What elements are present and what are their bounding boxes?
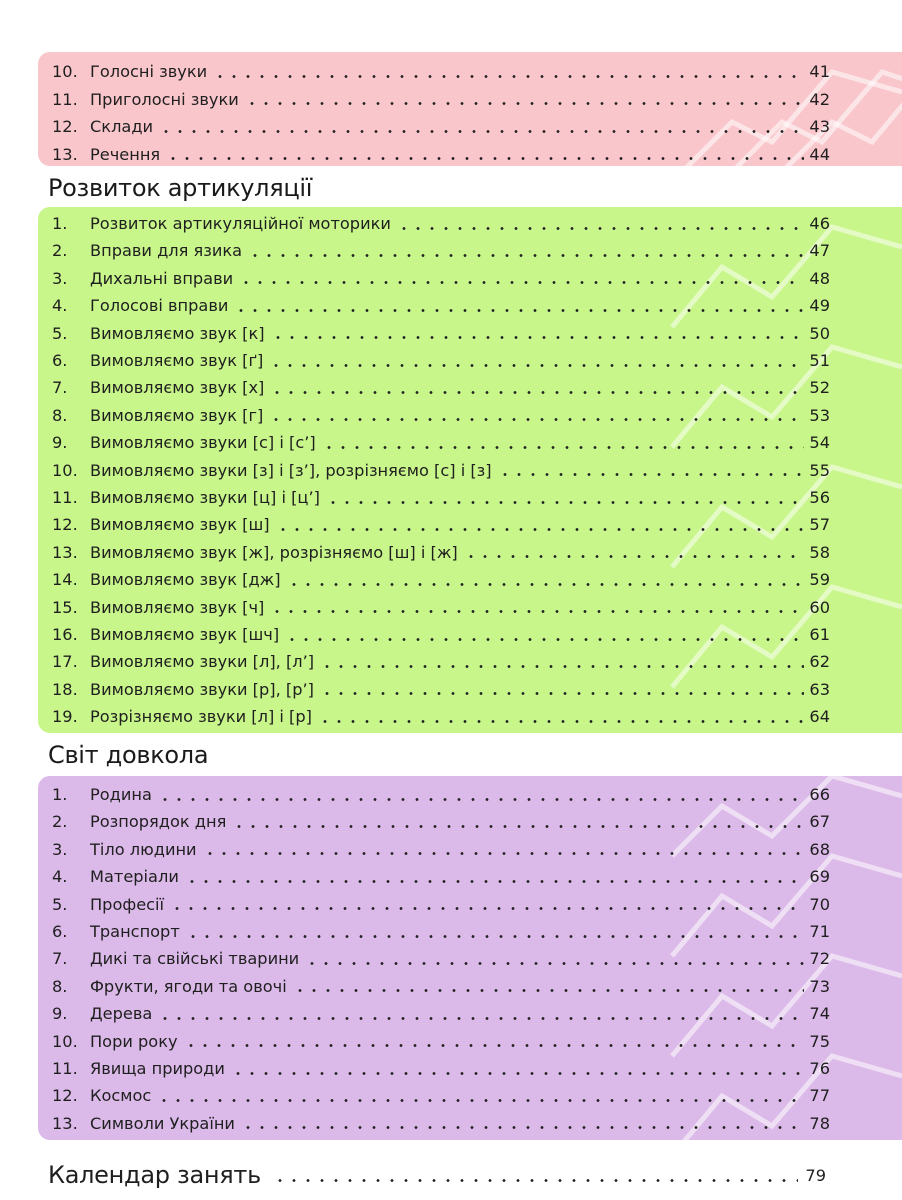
dot-leader [184,1044,804,1047]
entry-number: 5. [52,894,68,914]
entry-number: 7. [52,949,68,969]
entry-number: 6. [52,351,68,370]
articulation-panel [38,207,902,733]
toc-entry[interactable] [52,321,830,347]
toc-entry[interactable] [52,512,830,538]
entry-page-number: 75 [809,1031,830,1051]
entry-number: 11. [52,1059,78,1078]
dot-leader [318,720,804,723]
toc-entry[interactable] [52,142,830,167]
dot-leader [185,880,804,883]
toc-entry[interactable] [52,622,830,648]
section-title-world: Світ довкола [48,741,209,769]
entry-title: Професії [90,894,165,914]
entry-page-number: 52 [809,378,830,398]
toc-entry[interactable] [52,211,830,237]
entry-page-number: 51 [809,351,830,370]
toc-entry[interactable] [52,946,830,972]
dot-leader [248,254,804,257]
entry-number: 18. [52,679,78,699]
entry-number: 10. [52,62,78,81]
dot-leader [320,665,804,668]
entry-title: Явища природи [90,1059,225,1078]
entry-title: Приголосні звуки [90,89,239,109]
dot-leader [293,989,804,992]
dot-leader [203,852,804,855]
entry-number: 1. [52,214,68,233]
entry-title: Голосні звуки [90,62,208,81]
toc-entry[interactable] [52,59,830,85]
dot-leader [269,418,804,421]
toc-entry[interactable] [52,348,830,374]
entry-page-number: 60 [809,597,830,617]
dot-leader [287,583,804,586]
dot-leader [158,1017,804,1020]
entry-page-number: 61 [809,625,830,644]
toc-entry[interactable] [52,540,830,566]
entry-number: 2. [52,241,68,261]
toc-entry[interactable] [52,704,830,730]
entry-page-number: 46 [809,214,830,233]
toc-entry[interactable] [52,1001,830,1027]
entry-page-number: 62 [809,652,830,672]
dot-leader [270,391,804,394]
entry-number: 15. [52,597,78,617]
entry-title: Вправи для язика [90,241,243,261]
toc-entry[interactable] [52,837,830,863]
dot-leader [170,907,804,910]
entry-page-number: 50 [809,323,830,343]
entry-number: 10. [52,1031,78,1051]
entry-page-number: 64 [809,707,830,727]
entry-title: Матеріали [90,867,179,887]
entry-title: Розрізняємо звуки [л] і [р] [90,707,312,727]
toc-entry[interactable] [52,782,830,808]
dot-leader [270,610,804,613]
dot-leader [186,935,804,938]
entry-title: Склади [90,117,154,136]
entry-number: 4. [52,296,68,316]
dot-leader [234,309,804,312]
entry-number: 3. [52,268,68,288]
entry-number: 1. [52,785,68,804]
dot-leader [232,825,804,828]
section-title-articulation: Розвиток артикуляції [48,174,313,202]
entry-title: Вимовляємо звук [х] [90,378,265,398]
dot-leader [305,962,804,965]
sounds-panel [38,52,902,166]
dot-leader [326,501,804,504]
dot-leader [397,227,804,230]
entry-number: 11. [52,488,78,507]
entry-number: 13. [52,542,78,562]
entry-page-number: 53 [809,405,830,425]
toc-entry[interactable] [52,567,830,593]
dot-leader [273,1179,798,1182]
entry-title: Вимовляємо звук [дж] [90,570,281,590]
entry-page-number: 57 [809,515,830,535]
toc-entry[interactable] [52,485,830,511]
entry-title: Вимовляємо звуки [ц] і [ц’] [90,488,320,507]
entry-page-number: 71 [809,922,830,941]
entry-page-number: 55 [809,460,830,480]
entry-number: 9. [52,1004,68,1024]
entry-page-number: 68 [809,839,830,859]
dot-leader [241,1126,804,1129]
entry-title: Розвиток артикуляційної моторики [90,214,391,233]
toc-entry[interactable] [52,919,830,945]
entry-page-number: 42 [809,89,830,109]
entry-number: 4. [52,867,68,887]
toc-entry[interactable] [52,114,830,140]
toc-entry[interactable] [52,266,830,292]
entry-title: Космос [90,1086,152,1106]
dot-leader [322,446,804,449]
dot-leader [157,1099,804,1102]
toc-entry[interactable] [52,293,830,319]
entry-title: Вимовляємо звук [ґ] [90,351,264,370]
toc-entry[interactable] [52,1056,830,1082]
world-panel [38,776,902,1140]
dot-leader [320,692,804,695]
entry-number: 16. [52,625,78,644]
dot-leader [166,157,804,160]
dot-leader [231,1072,804,1075]
entry-title: Вимовляємо звук [к] [90,323,265,343]
toc-entry[interactable] [52,403,830,429]
entry-title: Вимовляємо звук [ш] [90,515,270,535]
toc-entry[interactable] [52,1111,830,1137]
entry-page-number: 41 [809,62,830,81]
entry-page-number: 72 [809,949,830,969]
entry-title: Фрукти, ягоди та овочі [90,976,287,996]
toc-entry[interactable] [52,595,830,621]
entry-page-number: 48 [809,268,830,288]
toc-entry[interactable] [52,864,830,890]
toc-entry[interactable] [52,809,830,835]
entry-number: 3. [52,839,68,859]
dot-leader [285,638,804,641]
entry-title: Тіло людини [90,839,197,859]
entry-title: Дерева [90,1004,153,1024]
entry-number: 14. [52,570,78,590]
entry-title: Вимовляємо звук [шч] [90,625,280,644]
entry-page-number: 73 [809,976,830,996]
dot-leader [213,75,804,78]
entry-number: 13. [52,1113,78,1133]
entry-page-number: 44 [809,144,830,164]
dot-leader [158,798,804,801]
dot-leader [245,102,804,105]
entry-page-number: 59 [809,570,830,590]
toc-entry[interactable] [52,375,830,401]
entry-number: 12. [52,515,78,535]
toc-entry[interactable] [52,677,830,703]
entry-page-number: 49 [809,296,830,316]
entry-page-number: 76 [809,1059,830,1078]
entry-title: Пори року [90,1031,178,1051]
toc-entry[interactable] [52,87,830,113]
entry-page-number: 78 [809,1113,830,1133]
entry-title: Вимовляємо звуки [с] і [с’] [90,433,316,453]
entry-page-number: 66 [809,785,830,804]
entry-title: Дихальні вправи [90,268,234,288]
dot-leader [276,528,804,531]
entry-number: 7. [52,378,68,398]
toc-entry[interactable] [52,1083,830,1109]
entry-page-number: 58 [809,542,830,562]
toc-entry[interactable] [52,430,830,456]
entry-title: Вимовляємо звук [ч] [90,597,265,617]
entry-title: Родина [90,785,152,804]
entry-title: Транспорт [90,922,180,941]
dot-leader [498,473,804,476]
dot-leader [269,364,804,367]
entry-page-number: 54 [809,433,830,453]
toc-entry[interactable] [52,892,830,918]
entry-number: 5. [52,323,68,343]
dot-leader [271,336,804,339]
entry-page-number: 63 [809,679,830,699]
entry-number: 13. [52,144,78,164]
entry-number: 2. [52,812,68,832]
toc-entry[interactable] [52,1029,830,1055]
entry-page-number: 67 [809,812,830,832]
entry-title: Символи України [90,1113,235,1133]
entry-number: 10. [52,460,78,480]
entry-page-number: 47 [809,241,830,261]
toc-entry[interactable] [52,238,830,264]
dot-leader [464,555,804,558]
entry-number: 9. [52,433,68,453]
entry-title: Вимовляємо звуки [з] і [з’], розрізняємо [с] і [з] [90,460,492,480]
dot-leader [159,130,804,133]
entry-page-number: 74 [809,1004,830,1024]
dot-leader [239,281,804,284]
entry-page-number: 56 [809,488,830,507]
entry-page-number: 69 [809,867,830,887]
calendar-title: Календар занять [48,1161,261,1189]
entry-title: Голосові вправи [90,296,229,316]
toc-entry[interactable] [52,458,830,484]
calendar-page-number: 79 [805,1165,826,1185]
entry-number: 19. [52,707,78,727]
toc-entry[interactable] [52,649,830,675]
entry-title: Дикі та свійські тварини [90,949,300,969]
toc-entry-calendar[interactable] [48,1158,826,1192]
entry-number: 11. [52,89,78,109]
entry-title: Вимовляємо звуки [р], [р’] [90,679,314,699]
entry-number: 12. [52,1086,78,1106]
entry-title: Вимовляємо звук [г] [90,405,264,425]
entry-title: Вимовляємо звуки [л], [л’] [90,652,315,672]
entry-number: 12. [52,117,78,136]
entry-number: 8. [52,976,68,996]
entry-number: 17. [52,652,78,672]
entry-title: Речення [90,144,161,164]
toc-entry[interactable] [52,974,830,1000]
entry-number: 8. [52,405,68,425]
entry-page-number: 43 [809,117,830,136]
entry-number: 6. [52,922,68,941]
entry-page-number: 70 [809,894,830,914]
entry-title: Розпорядок дня [90,812,227,832]
entry-title: Вимовляємо звук [ж], розрізняємо [ш] і [ж] [90,542,458,562]
entry-page-number: 77 [809,1086,830,1106]
